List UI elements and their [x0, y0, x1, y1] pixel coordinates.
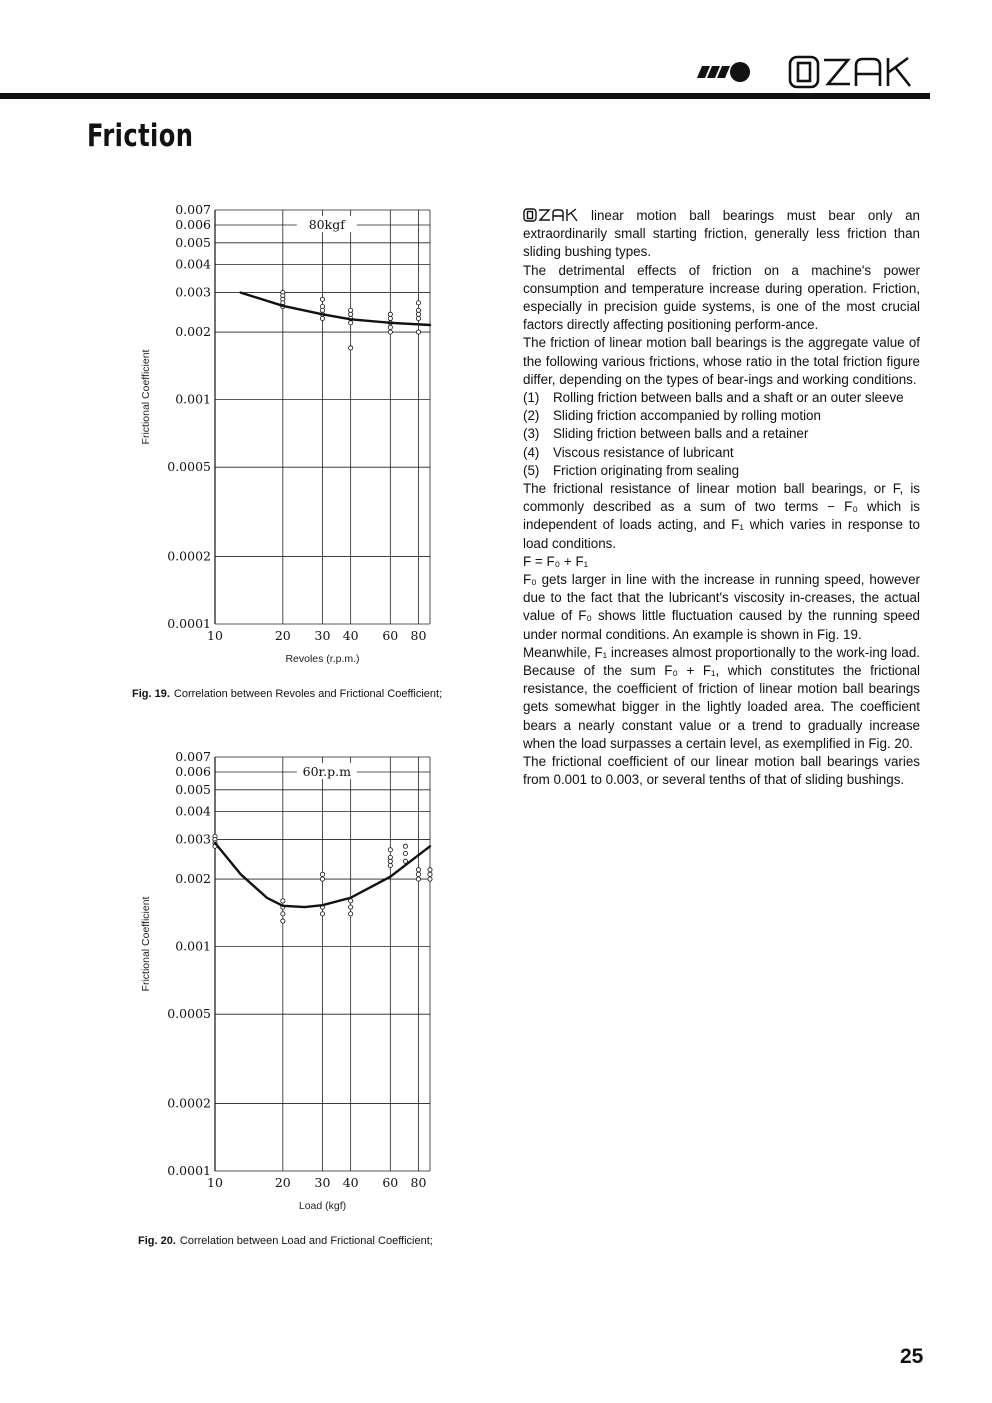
x-tick-label: 80 — [410, 1175, 427, 1190]
fig-20-svg — [135, 745, 455, 1225]
data-point — [388, 325, 392, 329]
paragraph-6: Meanwhile, F₁ increases almost proportionally to the work-ing load. Because of the sum F₀ + F₁, which constitutes the frictional resistance, the coefficient of friction of linear motion ball bearings gets somewhat bigger in the lightly loaded area. The coefficient bears a nearly constant value or a trend to gradually increase when the load surpasses a certain level, as exemplified in Fig. 20. — [523, 644, 920, 751]
data-point — [388, 848, 392, 852]
data-point — [388, 312, 392, 316]
data-point — [416, 301, 420, 305]
page-number: 25 — [900, 1345, 924, 1368]
trend-line — [241, 293, 430, 325]
intro-text: linear motion ball bearings must bear only an extraordinarily small starting friction, generally less friction than sliding bushing types. — [523, 208, 920, 260]
data-point — [416, 316, 420, 320]
data-point — [416, 308, 420, 312]
y-tick-label: 0.0005 — [167, 459, 211, 475]
data-point — [403, 844, 407, 848]
y-tick-label: 0.007 — [175, 749, 211, 764]
annotation-label: 60r.p.m — [302, 764, 351, 780]
x-tick-label: 60 — [382, 628, 399, 643]
x-tick-label: 40 — [342, 628, 359, 643]
fig-19-caption-text: Correlation between Revoles and Frictional Coefficient; — [173, 688, 443, 700]
paragraph-5: F₀ gets larger in line with the increase in running speed, however due to the fact that the lubricant's viscosity in-creases, the actual value of F₀ shows little fluctuation caused by the running speed under normal conditions. An example is shown in Fig. 19. — [523, 572, 920, 642]
x-tick-label: 10 — [207, 628, 223, 643]
y-tick-label: 0.0005 — [167, 1006, 211, 1022]
fig-19-svg — [135, 198, 455, 678]
data-point — [320, 308, 324, 312]
fig-20-caption-number: Fig. 20. — [138, 1235, 176, 1247]
paragraph-2: The detrimental effects of friction on a machine's power consumption and temperature increase during operation. Friction, especially in precision guide systems, is one of the most crucial factors directly affecting positioning perform-ance. — [523, 262, 920, 333]
data-point — [416, 877, 420, 881]
y-tick-label: 0.0002 — [167, 1095, 211, 1111]
y-tick-label: 0.001 — [175, 391, 211, 407]
x-tick-label: 60 — [382, 1175, 399, 1190]
data-point — [388, 859, 392, 863]
data-point — [416, 868, 420, 872]
y-tick-label: 0.0001 — [167, 1163, 211, 1178]
y-tick-label: 0.006 — [175, 217, 211, 233]
data-point — [320, 912, 324, 916]
fig-20-caption-text: Correlation between Load and Frictional Coefficient; — [179, 1235, 433, 1247]
intro-paragraph — [523, 207, 920, 262]
data-point — [416, 330, 420, 334]
y-tick-label: 0.001 — [175, 938, 211, 954]
data-point — [349, 905, 353, 909]
annotation-label: 80kgf — [308, 217, 345, 233]
data-point — [349, 308, 353, 312]
paragraph-7: The frictional coefficient of our linear motion ball bearings varies from 0.001 to 0.003, or several tenths of that of sliding bushings. — [523, 754, 920, 788]
data-point — [388, 316, 392, 320]
y-tick-label: 0.0002 — [167, 548, 211, 564]
x-tick-label: 20 — [274, 1175, 291, 1190]
data-point — [388, 855, 392, 859]
data-point — [320, 297, 324, 301]
y-tick-label: 0.006 — [175, 764, 211, 780]
fig-19-caption-number: Fig. 19. — [132, 688, 170, 700]
data-point — [416, 312, 420, 316]
list-item: (2) Sliding friction accompanied by rolling motion — [523, 408, 821, 424]
data-point — [349, 312, 353, 316]
x-tick-label: 10 — [207, 1175, 223, 1190]
data-point — [281, 899, 285, 903]
data-point — [428, 872, 432, 876]
x-tick-label: 30 — [314, 628, 331, 643]
x-tick-label: 40 — [342, 1175, 359, 1190]
data-point — [320, 877, 324, 881]
paragraph-3: The friction of linear motion ball bearings is the aggregate value of the following various frictions, whose ratio in the total friction figure differ, depending on the types of bear-ings and working conditions. — [523, 335, 920, 387]
fig-19-caption — [132, 688, 462, 701]
page-title: Friction — [87, 118, 194, 154]
formula: F = F₀ + F₁ — [523, 553, 589, 569]
y-tick-label: 0.002 — [175, 324, 211, 340]
y-tick-label: 0.007 — [175, 202, 211, 217]
data-point — [349, 321, 353, 325]
data-point — [403, 851, 407, 855]
ozak-logo — [690, 52, 935, 92]
data-point — [281, 912, 285, 916]
x-axis-label: Revoles (r.p.m.) — [285, 653, 360, 665]
data-point — [428, 877, 432, 881]
y-axis-label: Frictional Coefficient — [140, 896, 152, 992]
header-rule — [0, 93, 930, 99]
fig-20-caption — [138, 1235, 468, 1248]
x-tick-label: 80 — [410, 628, 427, 643]
data-point — [281, 919, 285, 923]
data-point — [320, 316, 324, 320]
list-item: (5) Friction originating from sealing — [523, 462, 740, 478]
list-item: (3) Sliding friction between balls and a retainer — [523, 426, 809, 442]
x-tick-label: 20 — [274, 628, 291, 643]
paragraph-4: The frictional resistance of linear motion ball bearings, or F, is commonly described as a sum of two terms − F₀ which is independent of loads acting, and F₁ which varies in response to load conditions. — [523, 481, 920, 551]
y-tick-label: 0.003 — [175, 284, 211, 300]
y-tick-label: 0.003 — [175, 831, 211, 847]
list-item: (1) Rolling friction between balls and a shaft or an outer sleeve — [523, 390, 904, 406]
data-point — [349, 912, 353, 916]
y-axis-label: Frictional Coefficient — [140, 349, 152, 445]
data-point — [388, 330, 392, 334]
y-tick-label: 0.0001 — [167, 616, 211, 631]
y-tick-label: 0.005 — [175, 781, 211, 797]
y-tick-label: 0.005 — [175, 234, 211, 250]
ozak-inline-logo — [523, 207, 585, 223]
data-point — [320, 872, 324, 876]
body-text — [523, 207, 920, 790]
data-point — [349, 346, 353, 350]
data-point — [388, 863, 392, 867]
fig-20-chart — [135, 745, 455, 1225]
y-tick-label: 0.004 — [175, 803, 211, 819]
y-tick-label: 0.002 — [175, 871, 211, 887]
fig-19-chart — [135, 198, 455, 678]
list-item: (4) Viscous resistance of lubricant — [523, 444, 734, 460]
y-tick-label: 0.004 — [175, 256, 211, 272]
data-point — [428, 868, 432, 872]
data-point — [416, 872, 420, 876]
x-axis-label: Load (kgf) — [298, 1200, 347, 1212]
x-tick-label: 30 — [314, 1175, 331, 1190]
